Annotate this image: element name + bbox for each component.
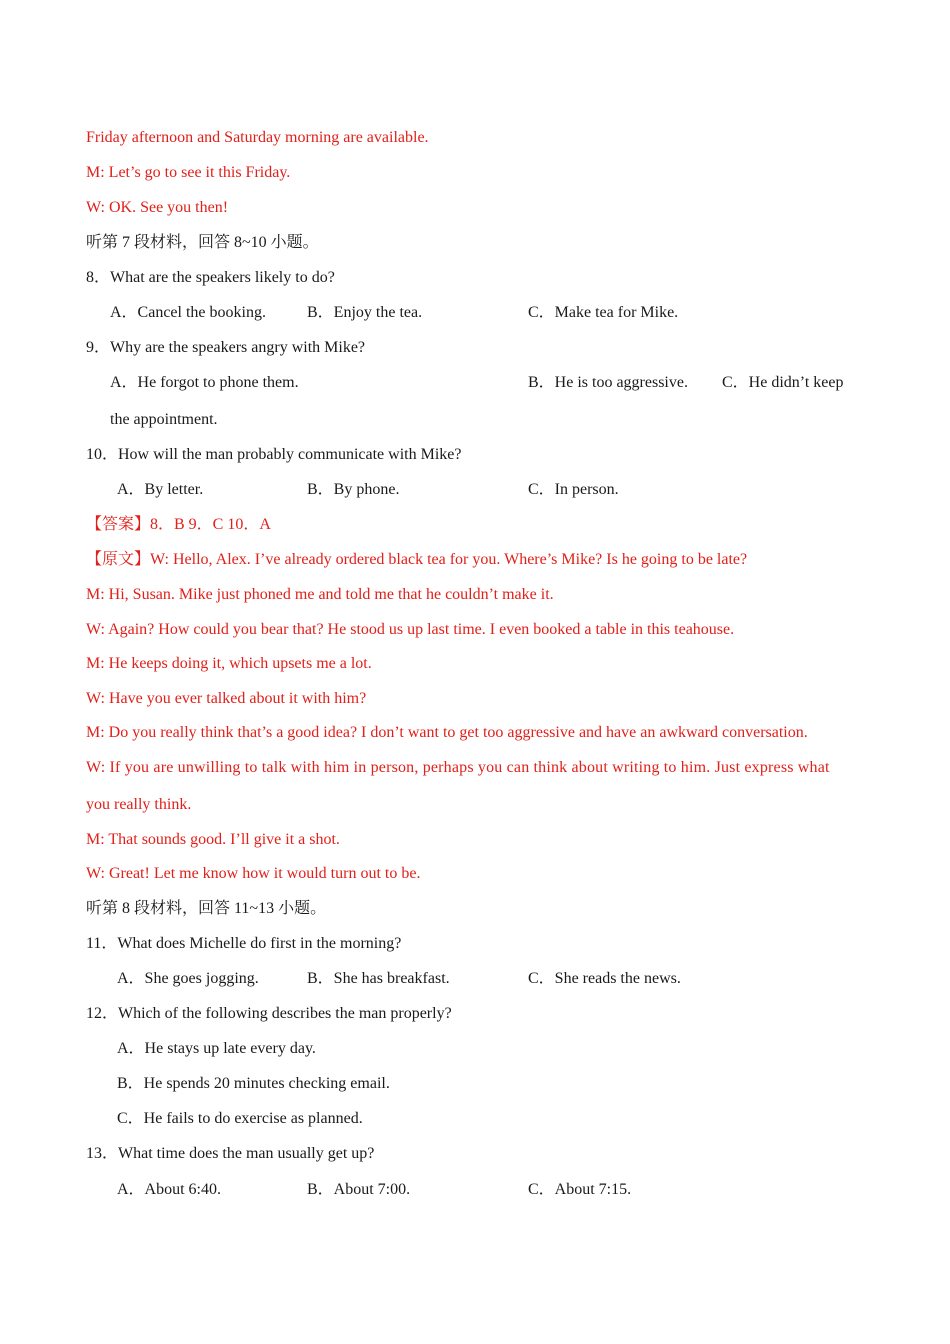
transcript-line [86,550,747,570]
question-12-option-a: A．He stays up late every day. [117,1040,316,1057]
question-10-option-c: C．In person. [528,481,619,498]
question-8-stem: 8．What are the speakers likely to do? [86,269,335,286]
answer-key: 【答案】8．B 9．C 10．A [86,516,271,533]
question-12-stem: 12．Which of the following describes the man properly? [86,1005,452,1022]
question-12-option-b: B．He spends 20 minutes checking email. [117,1075,390,1092]
question-8-option-c: C．Make tea for Mike. [528,304,679,321]
transcript-line: M: That sounds good. I’ll give it a shot. [86,831,340,848]
question-9-option-a: A．He forgot to phone them. [110,374,299,391]
transcript-line: M: Hi, Susan. Mike just phoned me and told me that he couldn’t make it. [86,586,554,603]
section-7-intro: 听第 7 段材料，回答 8~10 小题。 [86,234,319,251]
question-10-option-a: A．By letter. [117,481,204,498]
transcript-line: W: Great! Let me know how it would turn out to be. [86,865,421,882]
question-13-option-c: C．About 7:15. [528,1181,632,1198]
transcript-line: M: Do you really think that’s a good idea? I don’t want to get too aggressive and have an awkward conversation. [86,724,808,741]
section-8-intro: 听第 8 段材料，回答 11~13 小题。 [86,900,327,917]
transcript-line: W: If you are unwilling to talk with him in person, perhaps you can think about writing to him. Just express what [86,759,830,776]
transcript-text: W: Hello, Alex. I’ve already ordered black tea for you. Where’s Mike? Is he going to be late? [150,551,748,568]
question-13-option-b: B．About 7:00. [307,1181,411,1198]
transcript-line: M: Let’s go to see it this Friday. [86,164,291,181]
question-9-option-b: B．He is too aggressive. [528,374,688,391]
question-9-option-c-continued: the appointment. [110,411,218,428]
question-10-stem: 10．How will the man probably communicate with Mike? [86,446,462,463]
question-11-option-c: C．She reads the news. [528,970,681,987]
transcript-line: Friday afternoon and Saturday morning are available. [86,129,429,146]
question-11-option-b: B．She has breakfast. [307,970,450,987]
transcript-line: W: Again? How could you bear that? He stood us up last time. I even booked a table in this teahouse. [86,621,735,638]
transcript-line: W: Have you ever talked about it with him? [86,690,367,707]
question-10-option-b: B．By phone. [307,481,400,498]
transcript-line: M: He keeps doing it, which upsets me a lot. [86,655,372,672]
transcript-line: you really think. [86,796,192,813]
question-8-option-a: A．Cancel the booking. [110,304,266,321]
question-13-option-a: A．About 6:40. [117,1181,222,1198]
question-9-option-c: C．He didn’t keep [722,374,844,391]
question-12-option-c: C．He fails to do exercise as planned. [117,1110,363,1127]
question-11-option-a: A．She goes jogging. [117,970,259,987]
question-8-option-b: B．Enjoy the tea. [307,304,423,321]
question-13-stem: 13．What time does the man usually get up? [86,1145,375,1162]
transcript-line: W: OK. See you then! [86,199,229,216]
transcript-label: 【原文】 [86,551,151,568]
question-9-stem: 9．Why are the speakers angry with Mike? [86,339,366,356]
question-11-stem: 11．What does Michelle do first in the morning? [86,935,402,952]
